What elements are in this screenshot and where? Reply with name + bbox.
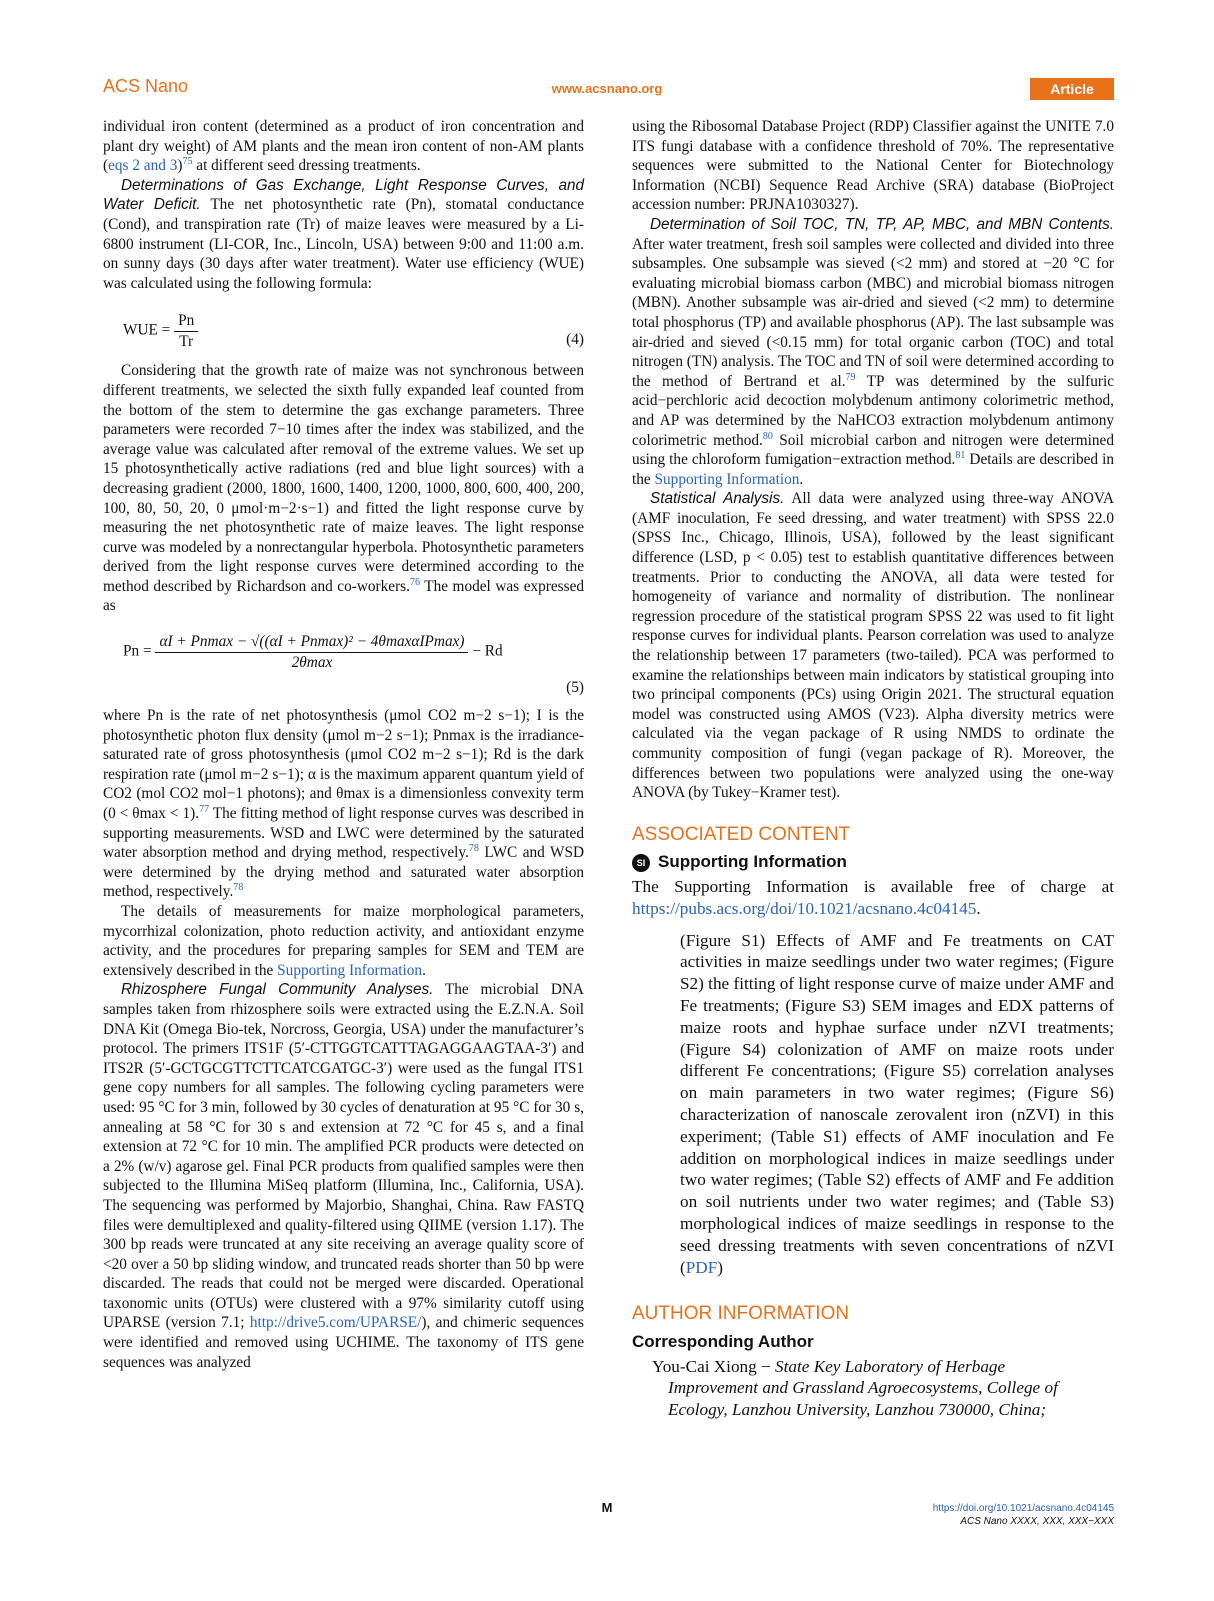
footer-doi-block	[933, 1502, 1114, 1528]
text: TP was determined by the sulfuric acid−perchloric acid decoction molybdenum antimony colorimetric method, and AP was determined by the NaHCO3 extraction molybdenum antimony colorimetric method.	[632, 372, 1114, 449]
text: .	[799, 470, 804, 488]
text: .	[422, 961, 426, 979]
paragraph	[632, 215, 1114, 489]
doi-link[interactable]: https://doi.org/10.1021/acsnano.4c04145	[932, 1503, 1114, 1514]
equation-4	[103, 299, 584, 355]
section-heading: Determinations of Gas Exchange, Light Response Curves, and Water Deficit.	[103, 176, 584, 214]
text: The fitting method of light response curves was described in supporting measurements. WSD and LWC were determined by the saturated water absorption method and drying method, respectively.	[103, 805, 584, 862]
text: The net photosynthetic rate (Pn), stomatal conductance (Cond), and transpiration rate (Tr) of maize leaves were measured by a Li-6800 instrument (LI-COR, Inc., Lincoln, USA) between 9:00 and 11:00 a.m. on sunny days (30 days after water treatment). Water use efficiency (WUE) was calculated using the following formula:	[103, 196, 584, 292]
citation-line: ACS Nano XXXX, XXX, XXX−XXX	[960, 1516, 1114, 1527]
author-affiliation: State Key Laboratory of Herbage	[775, 1356, 1006, 1376]
text: individual iron content (determined as a product of iron concentration and plant dry weight) of AM plants and the mean iron content of non-AM plants (	[103, 118, 584, 175]
paragraph	[103, 980, 584, 1372]
equation-fraction	[174, 311, 198, 351]
text: Soil microbial carbon and nitrogen were determined using the chloroform fumigation−extraction method.	[632, 431, 1114, 469]
author-entry	[652, 1356, 1114, 1421]
left-column	[103, 117, 584, 1372]
section-heading: Rhizosphere Fungal Community Analyses.	[121, 981, 434, 999]
citation-ref[interactable]: 79	[845, 371, 856, 383]
text: Considering that the growth rate of maize was not synchronous between different treatments, we selected the sixth fully expanded leaf counted from the bottom of the stem to determine the gas exchange parameters. Three parameters were recorded 7−10 times after the index was stabilized, and the average value was calculated after removal of the extreme values. We set up 15 photosynthetically active radiations (red and blue light sources) with a decreasing gradient (2000, 1800, 1600, 1400, 1200, 1000, 800, 600, 400, 200, 100, 80, 50, 20, 0 μmol·m−2·s−1) and fitted the light response curve by measuring the net photosynthetic rate of maize leaves. The light response curve was modeled by a nonrectangular hyperbola. Photosynthetic parameters derived from the light response curves were determined according to the method described by Richardson and co-workers.	[103, 362, 584, 595]
author-affiliation: Improvement and Grassland Agroecosystems, College of	[668, 1378, 1058, 1398]
supporting-info-link[interactable]: Supporting Information	[654, 470, 800, 488]
page-number: M	[601, 1500, 613, 1515]
journal-url[interactable]: www.acsnano.org	[551, 81, 663, 96]
text: −	[756, 1356, 776, 1376]
paragraph	[632, 489, 1114, 803]
si-icon: SI	[632, 854, 650, 872]
article-type-badge: Article	[1030, 78, 1114, 100]
text: LWC and WSD were determined by the drying method and saturated water absorption method, respectively.	[103, 844, 585, 901]
text: After water treatment, fresh soil samples were collected and divided into three subsamples. One subsample was sieved (<2 mm) and stored at −20 °C for evaluating microbial biomass carbon (MBC) and microbial biomass nitrogen (MBN). Another subsample was air-dried and sieved (<2 mm) to determine total phosphorus (TP) and available phosphorus (AP). The last subsample was air-dried and sieved (<0.15 mm) for total organic carbon (TOC) and total nitrogen (TN) analysis. The TOC and TN of soil were determined according to the method of Bertrand et al.	[632, 235, 1114, 390]
text: All data were analyzed using three-way ANOVA (AMF inoculation, Fe seed dressing, and water treatment) with SPSS 22.0 (SPSS Inc., Chicago, Illinois, USA), followed by the least significant difference (LSD, p < 0.05) test to establish quantitative differences between treatments. Prior to conducting the ANOVA, all data were tested for homogeneity of variance and normality of distribution. The nonlinear regression procedure of the statistical program SPSS 22 was used to fit light response curves for individual plants. Pearson correlation was used to analyze the relationship between 17 parameters (two-tailed). PCA was performed to examine the relationships between main indicators by statistical grouping into two principal components (PCs) using Origin 2021. The structural equation model was constructed using AMOS (V23). Alpha diversity metrics were calculated via the vegan package of R using NMDS to ordinate the community composition of fungi (vegan package of R). Moreover, the differences between two populations were analyzed using the one-way ANOVA (by Tukey−Kramer test).	[632, 490, 1114, 802]
right-column	[632, 117, 1114, 1421]
equation-number: (5)	[566, 679, 584, 697]
paragraph: using the Ribosomal Database Project (RDP) Classifier against the UNITE 7.0 ITS fungi database with a confidence threshold of 70%. The representative sequences were submitted to the National Center for Biotechnology Information (NCBI) Sequence Read Archive (SRA) database (BioProject accession number: PRJNA1030327).	[632, 118, 1114, 214]
journal-name: ACS Nano	[103, 76, 189, 96]
citation-ref[interactable]: 77	[199, 803, 210, 815]
text: The details of measurements for maize morphological parameters, mycorrhizal colonization, photo reduction activity, and antioxidant enzyme activity, and the procedures for preparing samples for SEM and TEM are extensively described in the	[103, 903, 584, 979]
subsection-title-corresponding-author: Corresponding Author	[632, 1331, 814, 1351]
paragraph	[103, 902, 584, 980]
equation-tail: − Rd	[472, 642, 503, 660]
subsection-label: Supporting Information	[658, 852, 847, 872]
citation-ref[interactable]: 78	[468, 843, 479, 855]
equation-lhs: Pn =	[123, 642, 152, 660]
paragraph	[103, 176, 584, 294]
author-affiliation: Ecology, Lanzhou University, Lanzhou 730000, China;	[668, 1400, 1047, 1420]
paragraph	[103, 361, 584, 616]
text: Details are described in the	[632, 451, 1114, 488]
equation-denominator: Tr	[179, 332, 194, 350]
equation-5	[103, 622, 584, 697]
citation-ref[interactable]: 78	[233, 882, 244, 894]
paragraph	[632, 876, 1114, 920]
text: at different seed dressing treatments.	[192, 157, 421, 175]
supporting-info-link[interactable]: Supporting Information	[277, 961, 423, 979]
equation-link[interactable]: eqs 2 and 3	[108, 157, 178, 175]
text: ), and chimeric sequences were identified and removed using UCHIME. The taxonomy of ITS gene sequences was analyzed	[103, 1314, 584, 1371]
citation-ref[interactable]: 81	[955, 450, 966, 461]
citation-ref[interactable]: 75	[182, 156, 193, 168]
equation-fraction	[155, 632, 468, 672]
uparse-link[interactable]: http://drive5.com/UPARSE/	[249, 1314, 422, 1332]
equation-number: (4)	[566, 330, 584, 348]
text: (Figure S1) Effects of AMF and Fe treatments on CAT activities in maize seedlings under two water regimes; (Figure S2) the fitting of light response curve of maize under AMF and Fe treatments; (Figure S3) SEM images and EDX patterns of maize roots and hyphae surface under nZVI treatments; (Figure S4) colonization of AMF on maize roots under different Fe concentrations; (Figure S5) correlation analyses on main parameters in two water regimes; (Figure S6) characterization of nanoscale zerovalent iron (nZVI) in this experiment; (Table S1) effects of AMF inoculation and Fe addition on morphological indices in maize seedlings under two water regimes; (Table S2) effects of AMF and Fe addition on soil nutrients under two water regimes; and (Table S3) morphological indices of maize seedlings in response to the seed dressing treatments with seven concentrations of nZVI (	[680, 930, 1114, 1277]
section-title-author-info: AUTHOR INFORMATION	[632, 1303, 850, 1325]
section-title-associated-content: ASSOCIATED CONTENT	[632, 823, 851, 845]
section-heading: Statistical Analysis.	[650, 490, 785, 508]
equation-lhs: WUE =	[123, 321, 171, 339]
section-heading: Determination of Soil TOC, TN, TP, AP, MBC, and MBN Contents.	[650, 215, 1114, 233]
equation-numerator: Pn	[174, 311, 198, 332]
pdf-link[interactable]: PDF	[685, 1257, 718, 1277]
paragraph	[103, 706, 584, 902]
text: )	[717, 1257, 723, 1277]
text: where Pn is the rate of net photosynthesis (μmol CO2 m−2 s−1); I is the photosynthetic photon flux density (μmol m−2 s−1); Pnmax is the irradiance-saturated rate of gross photosynthesis (μmol CO2 m−2 s−1); Rd is the dark respiration rate (μmol m−2 s−1); α is the maximum apparent quantum yield of CO2 (mol CO2 mol−1 photons); and θmax is a dimensionless convexity term (0 < θmax < 1).	[103, 707, 584, 823]
author-name[interactable]: You-Cai Xiong	[652, 1356, 757, 1376]
equation-denominator: 2θmax	[291, 653, 333, 671]
text: The model was expressed as	[103, 577, 585, 615]
text: .	[976, 898, 981, 918]
text: The Supporting Information is available free of charge at	[632, 876, 1114, 896]
supporting-info-description	[680, 930, 1114, 1279]
text: The microbial DNA samples taken from rhizosphere soils were extracted using the E.Z.N.A. Soil DNA Kit (Omega Bio-tek, Norcross, Georgia, USA) under the manufacturer’s protocol. The primers ITS1F (5′-CTTGGTCATTTAGAGGAAGTAA-3′) and ITS2R (5′-GCTGCGTTCTTCATCGATGC-3′) were used as the fungal ITS1 gene copy numbers for all samples. The following cycling parameters were used: 95 °C for 3 min, followed by 30 cycles of denaturation at 95 °C for 30 s, annealing at 58 °C for 30 s and extension at 72 °C for 45 s, and a final extension at 72 °C for 10 min. The amplified PCR products were detected on a 2% (w/v) agarose gel. Final PCR products from qualified samples were then subjected to the Illumina MiSeq platform (Illumina, Inc., California, USA). The sequencing was performed by Majorbio, Shanghai, China. Raw FASTQ files were demultiplexed and quality-filtered using QIIME (version 1.17). The 300 bp reads were truncated at any site receiving an average quality score of <20 over a 50 bp sliding window, and truncated reads shorter than 50 bp were discarded. The reads that could not be merged were discarded. Operational taxonomic units (OTUs) were clustered with a 97% similarity cutoff using UPARSE (version 7.1;	[103, 981, 584, 1332]
supporting-info-url[interactable]: https://pubs.acs.org/doi/10.1021/acsnano.4c04145	[632, 898, 977, 918]
equation-numerator: αI + Pnmax − √((αI + Pnmax)² − 4θmaxαIPmax)	[155, 632, 468, 653]
citation-ref[interactable]: 76	[409, 576, 420, 588]
subsection-title-supporting-info	[632, 852, 1114, 872]
citation-ref[interactable]: 80	[762, 430, 773, 442]
paragraph: individual iron content (determined as a product of iron concentration and plant dry weight) of AM plants and the mean iron content of non-AM plants (eqs 2 and 3)$^{75}$ at different seed dressing treatments.	[103, 118, 584, 175]
